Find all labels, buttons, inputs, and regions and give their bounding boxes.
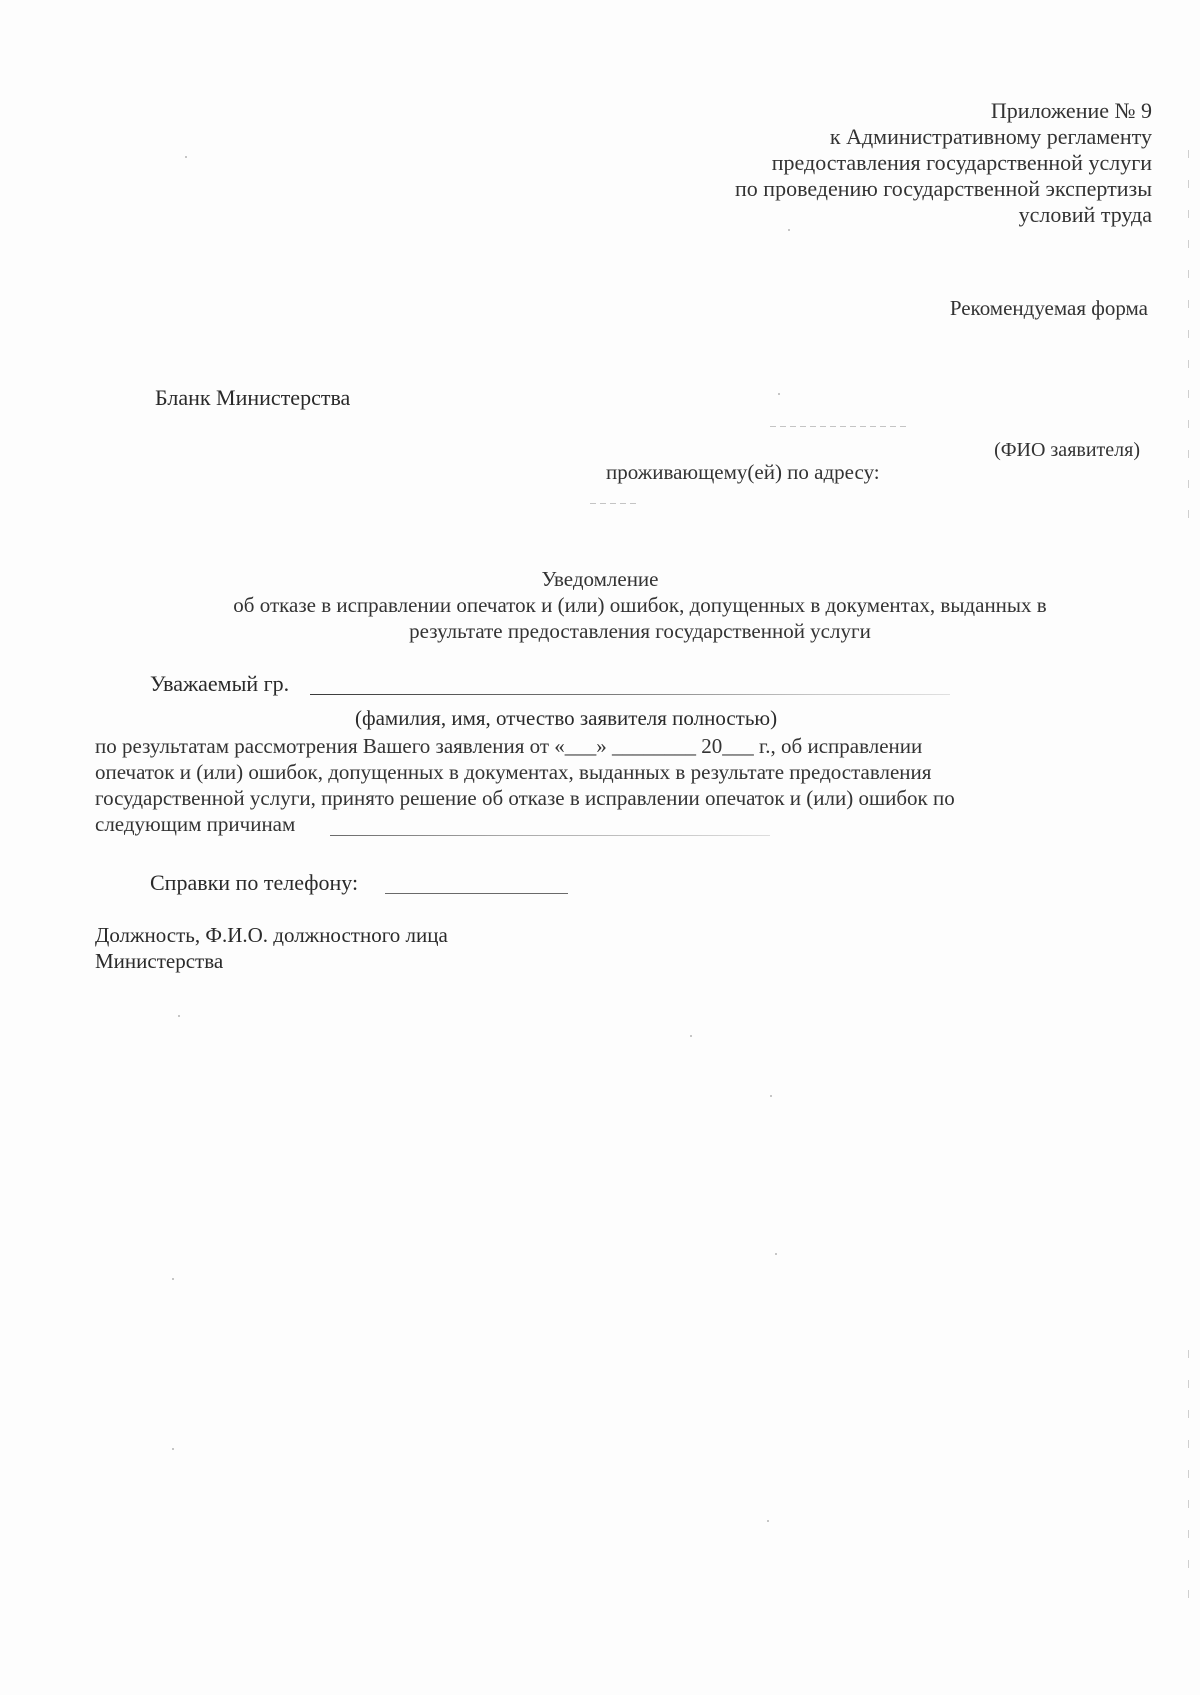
scan-speck bbox=[185, 156, 187, 158]
notice-subject bbox=[160, 592, 1120, 644]
phone-label: Справки по телефону: bbox=[150, 870, 359, 895]
body-line: опечаток и (или) ошибок, допущенных в документах, выданных в результате предоставления bbox=[95, 760, 932, 784]
official-signature-block bbox=[95, 922, 448, 974]
address-line bbox=[590, 503, 640, 504]
appendix-line: по проведению государственной экспертизы bbox=[735, 176, 1152, 201]
scan-speck bbox=[172, 1278, 174, 1280]
notice-body bbox=[95, 733, 1095, 837]
scan-edge bbox=[1188, 1350, 1189, 1600]
scan-speck bbox=[767, 1520, 769, 1522]
appendix-line: предоставления государственной услуги bbox=[771, 150, 1152, 175]
scan-speck bbox=[172, 1448, 174, 1450]
body-line: государственной услуги, принято решение об отказе в исправлении опечаток и (или) ошибок по bbox=[95, 786, 955, 810]
notice-title: Уведомление bbox=[541, 567, 659, 591]
letterhead-label: Бланк Министерства bbox=[155, 385, 351, 410]
salutation: Уважаемый гр. bbox=[150, 671, 290, 696]
scan-speck bbox=[178, 1015, 180, 1017]
scan-speck bbox=[770, 1095, 772, 1097]
official-position-line: Должность, Ф.И.О. должностного лица bbox=[95, 923, 448, 947]
scan-speck bbox=[775, 1253, 777, 1255]
form-type-label: Рекомендуемая форма bbox=[949, 296, 1148, 320]
scan-speck bbox=[690, 1035, 692, 1037]
body-line: следующим причинам bbox=[95, 812, 296, 836]
notice-subject-line: результате предоставления государственной услуги bbox=[409, 619, 871, 643]
appendix-line: к Административному регламенту bbox=[829, 124, 1152, 149]
applicant-name-line bbox=[310, 694, 950, 695]
address-label: проживающему(ей) по адресу: bbox=[606, 460, 880, 484]
appendix-line: условий труда bbox=[1018, 202, 1152, 227]
fio-caption: (ФИО заявителя) bbox=[994, 439, 1140, 461]
applicant-name-caption: (фамилия, имя, отчество заявителя полностью) bbox=[355, 706, 778, 730]
phone-line bbox=[385, 893, 568, 894]
scan-speck bbox=[788, 229, 790, 231]
appendix-reference bbox=[735, 98, 1152, 228]
notice-subject-line: об отказе в исправлении опечаток и (или) ошибок, допущенных в документах, выданных в bbox=[233, 593, 1047, 617]
official-org-line: Министерства bbox=[95, 949, 224, 973]
reasons-line bbox=[330, 835, 770, 836]
appendix-line: Приложение № 9 bbox=[990, 98, 1152, 123]
scan-edge bbox=[1188, 150, 1189, 530]
scan-speck bbox=[778, 393, 780, 395]
recipient-name-line bbox=[770, 426, 910, 427]
body-line: по результатам рассмотрения Вашего заявления от «___» ________ 20___ г., об исправлении bbox=[95, 734, 923, 758]
